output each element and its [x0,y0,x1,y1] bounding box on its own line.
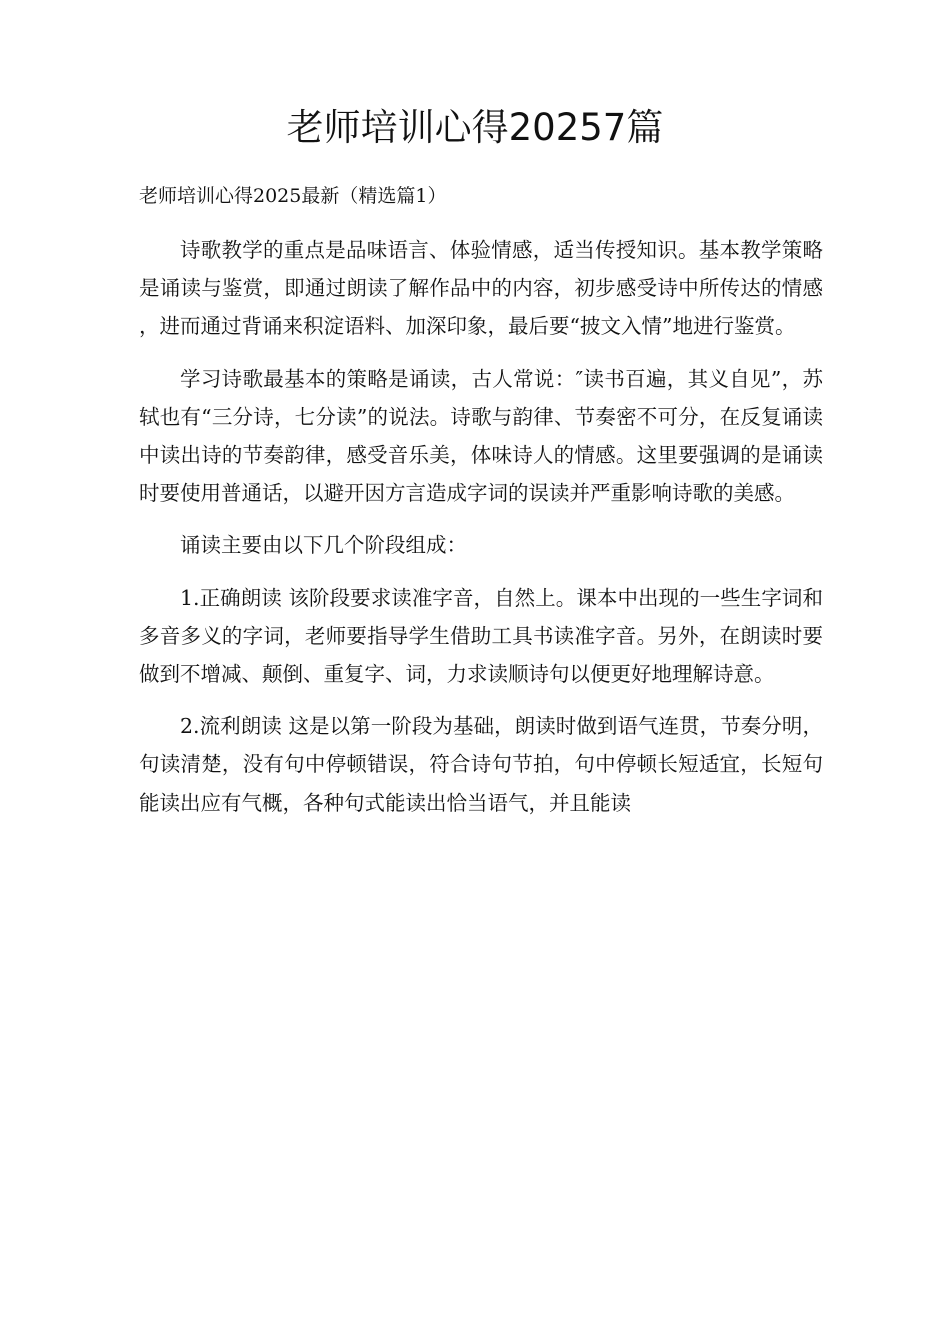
paragraph-1: 诗歌教学的重点是品味语言、体验情感，适当传授知识。基本教学策略是诵读与鉴赏，即通过朗读了解作品中的内容，初步感受诗中所传达的情感，进而通过背诵来积淀语料、加深印象，最后要“披文入情”地进行鉴赏。 [139,238,823,339]
document-body [139,231,823,836]
paragraph-3: 诵读主要由以下几个阶段组成： [180,533,467,558]
paragraph-2: 学习诗歌最基本的策略是诵读，古人常说：″读书百遍，其义自见”，苏轼也有“三分诗，七分读”的说法。诗歌与韵律、节奏密不可分，在反复诵读中读出诗的节奏韵律，感受音乐美，体味诗人的情感。这里要强调的是诵读时要使用普通话，以避开因方言造成字词的误读并严重影响诗歌的美感。 [139,366,823,506]
paragraph-5: 2.流利朗读 这是以第一阶段为基础，朗读时做到语气连贯，节奏分明，句读清楚，没有句中停顿错误，符合诗句节拍，句中停顿长短适宜，长短句能读出应有气概，各种句式能读出恰当语气，并且能读 [139,714,823,815]
paragraph-4: 1.正确朗读 该阶段要求读准字音，自然上。课本中出现的一些生字词和多音多义的字词，老师要指导学生借助工具书读准字音。另外，在朗读时要做到不增减、颠倒、重复字、词，力求读顺诗句以便更好地理解诗意。 [139,585,823,687]
document-title: 老师培训心得20257篇 [286,106,664,149]
section-heading: 老师培训心得2025最新（精选篇1） [139,185,447,207]
